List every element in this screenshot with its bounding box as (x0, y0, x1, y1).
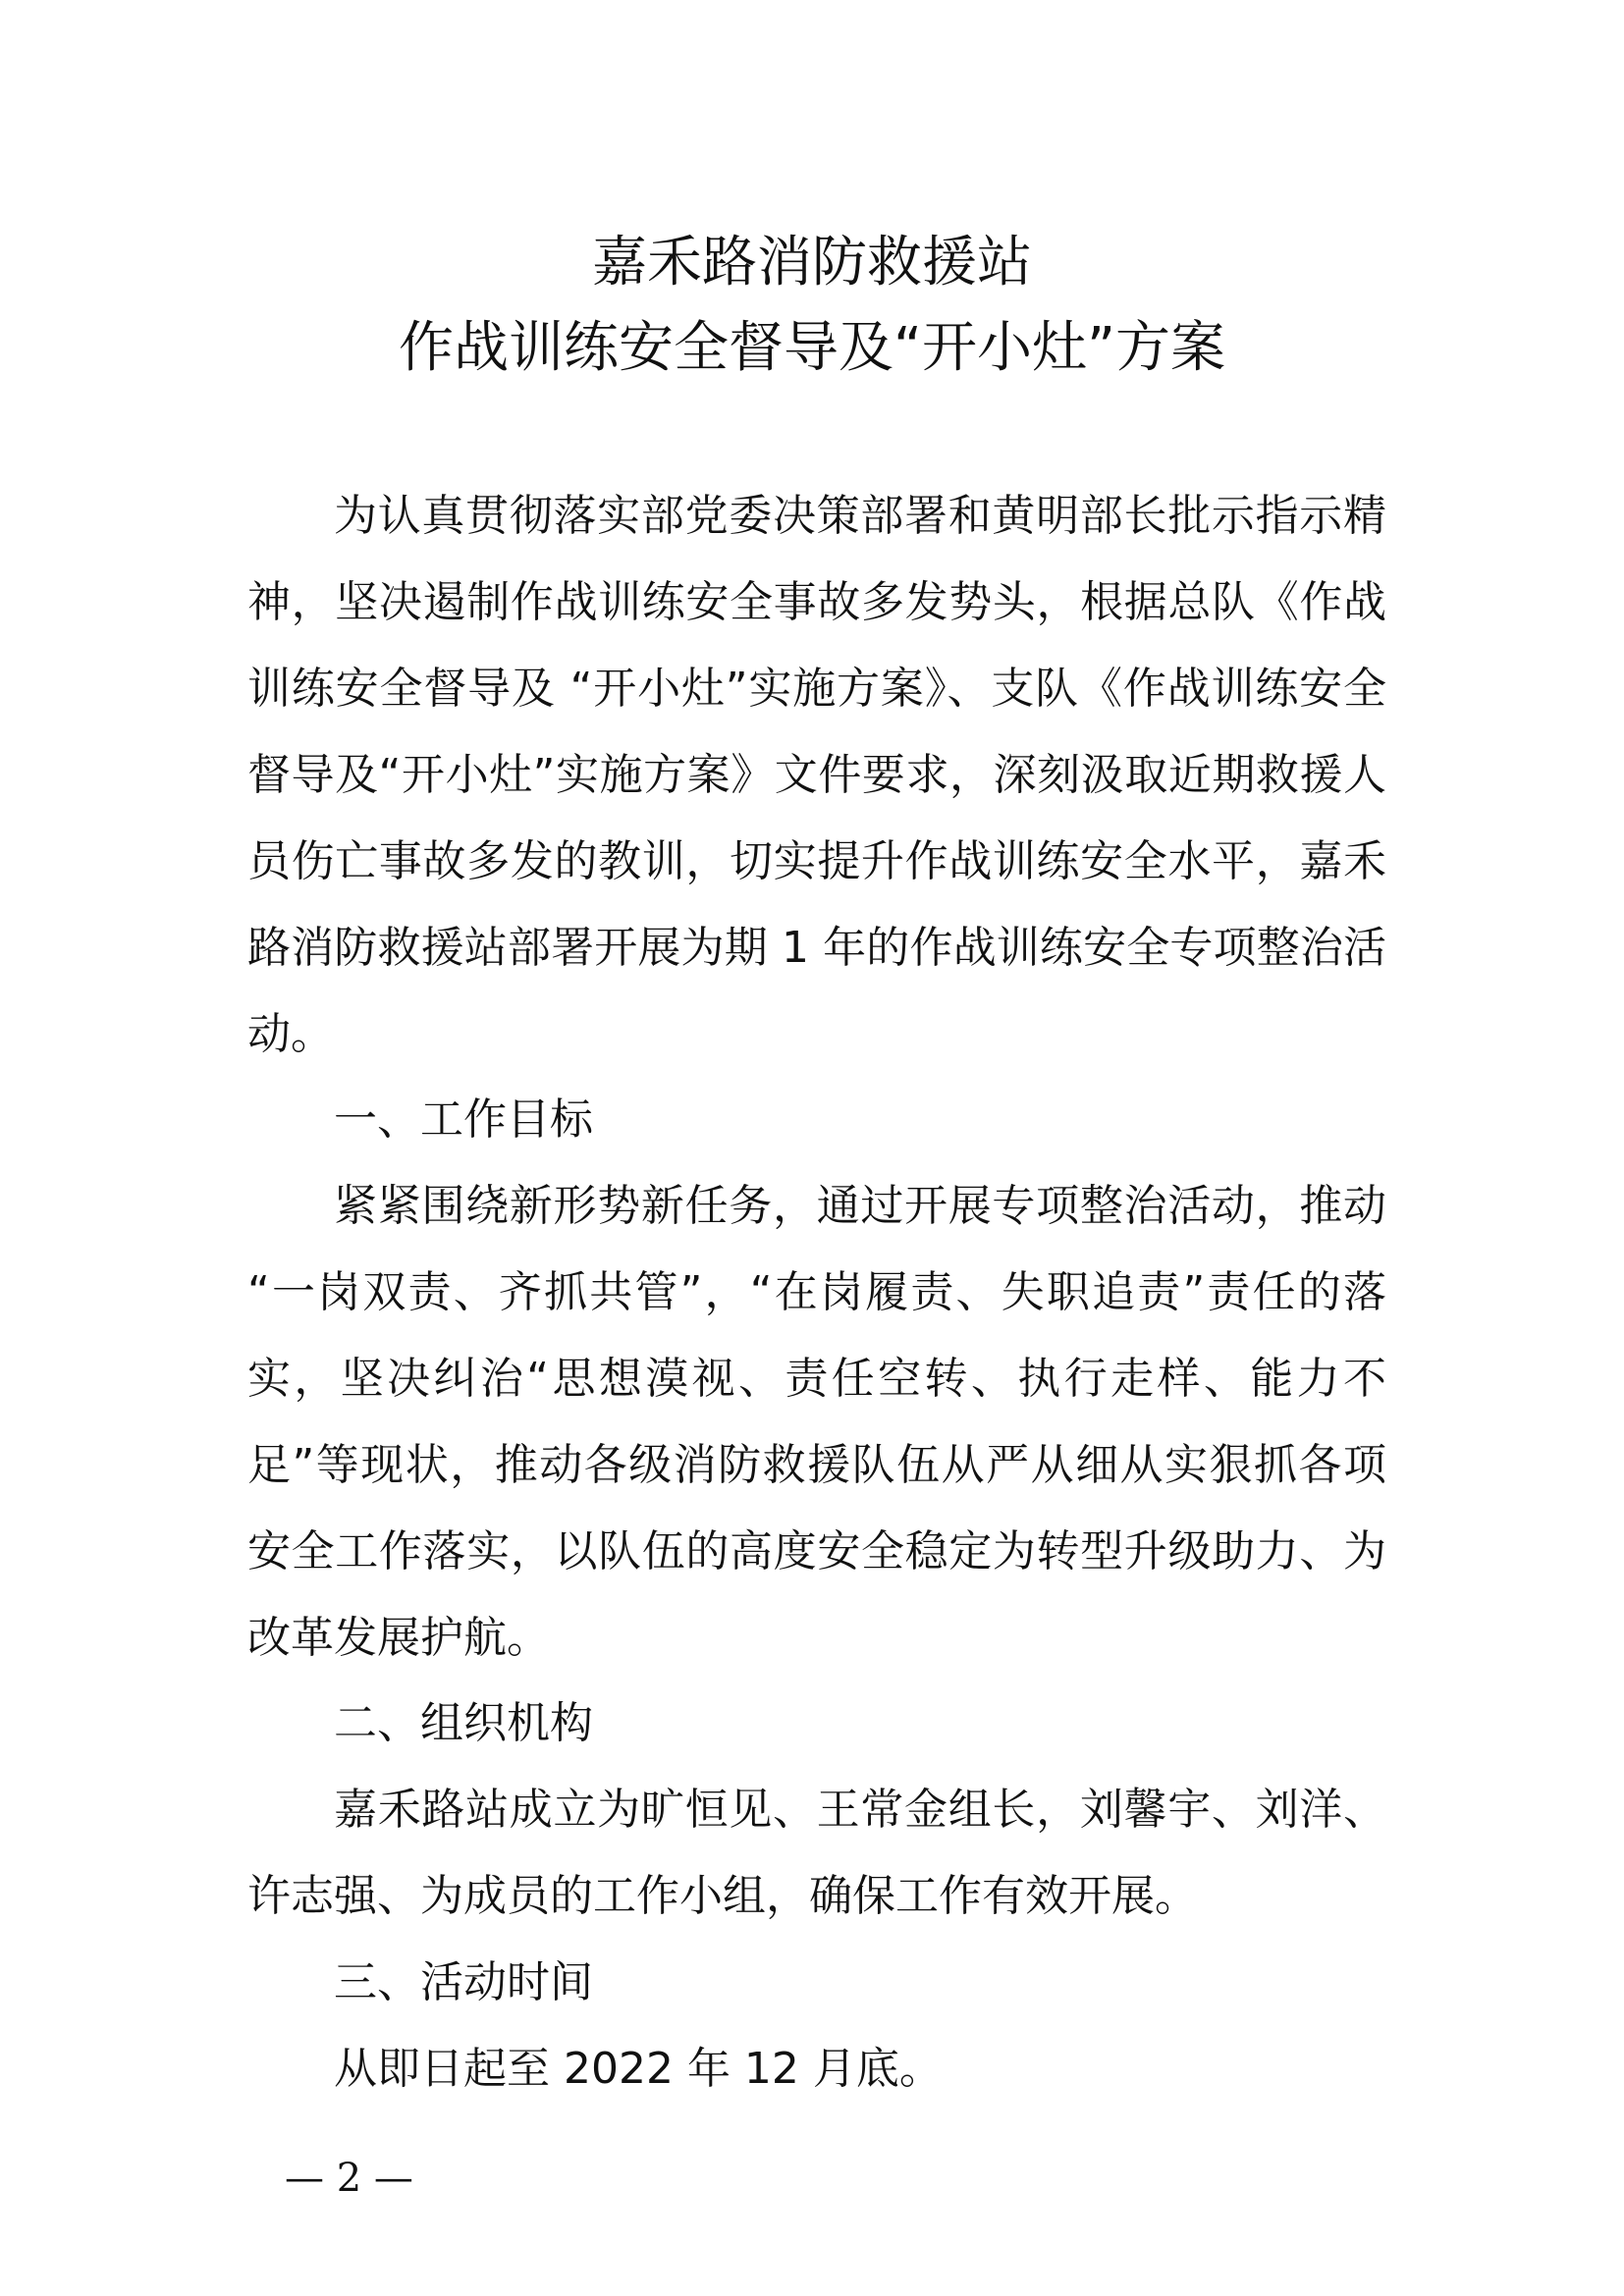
time-paragraph: 从即日起至 2022 年 12 月底。 (334, 2044, 943, 2094)
organization-paragraph: 嘉禾路站成立为旷恒见、王常金组长，刘馨宇、刘洋、许志强、为成员的工作小组，确保工作有效开展。 (247, 1785, 1386, 1921)
section-heading-goals: 一、工作目标 (334, 1095, 593, 1145)
document-title-line-2: 作战训练安全督导及“开小灶”方案 (398, 316, 1226, 380)
intro-paragraph: 为认真贯彻落实部党委决策部署和黄明部长批示指示精神，坚决遏制作战训练安全事故多发势头，根据总队《作战训练安全督导及 “开小灶”实施方案》、支队《作战训练安全督导及“开小灶”实施方案》文件要求，深刻汲取近期救援人员伤亡事故多发的教训，切实提升作战训练安全水平，嘉禾路消防救援站部署开展为期 1 年的作战训练安全专项整治活动。 (247, 491, 1386, 1059)
document-title-line-1: 嘉禾路消防救援站 (592, 231, 1032, 294)
goals-paragraph: 紧紧围绕新形势新任务，通过开展专项整治活动，推动 “一岗双责、齐抓共管”，“在岗履责、失职追责”责任的落实，坚决纠治“思想漠视、责任空转、执行走样、能力不足”等现状，推动各级消防救援队伍从严从细从实狠抓各项安全工作落实，以队伍的高度安全稳定为转型升级助力、为改革发展护航。 (247, 1181, 1386, 1663)
section-heading-organization: 二、组织机构 (334, 1698, 593, 1748)
section-heading-time: 三、活动时间 (334, 1957, 593, 2007)
page-number: — 2 — (285, 2156, 413, 2201)
